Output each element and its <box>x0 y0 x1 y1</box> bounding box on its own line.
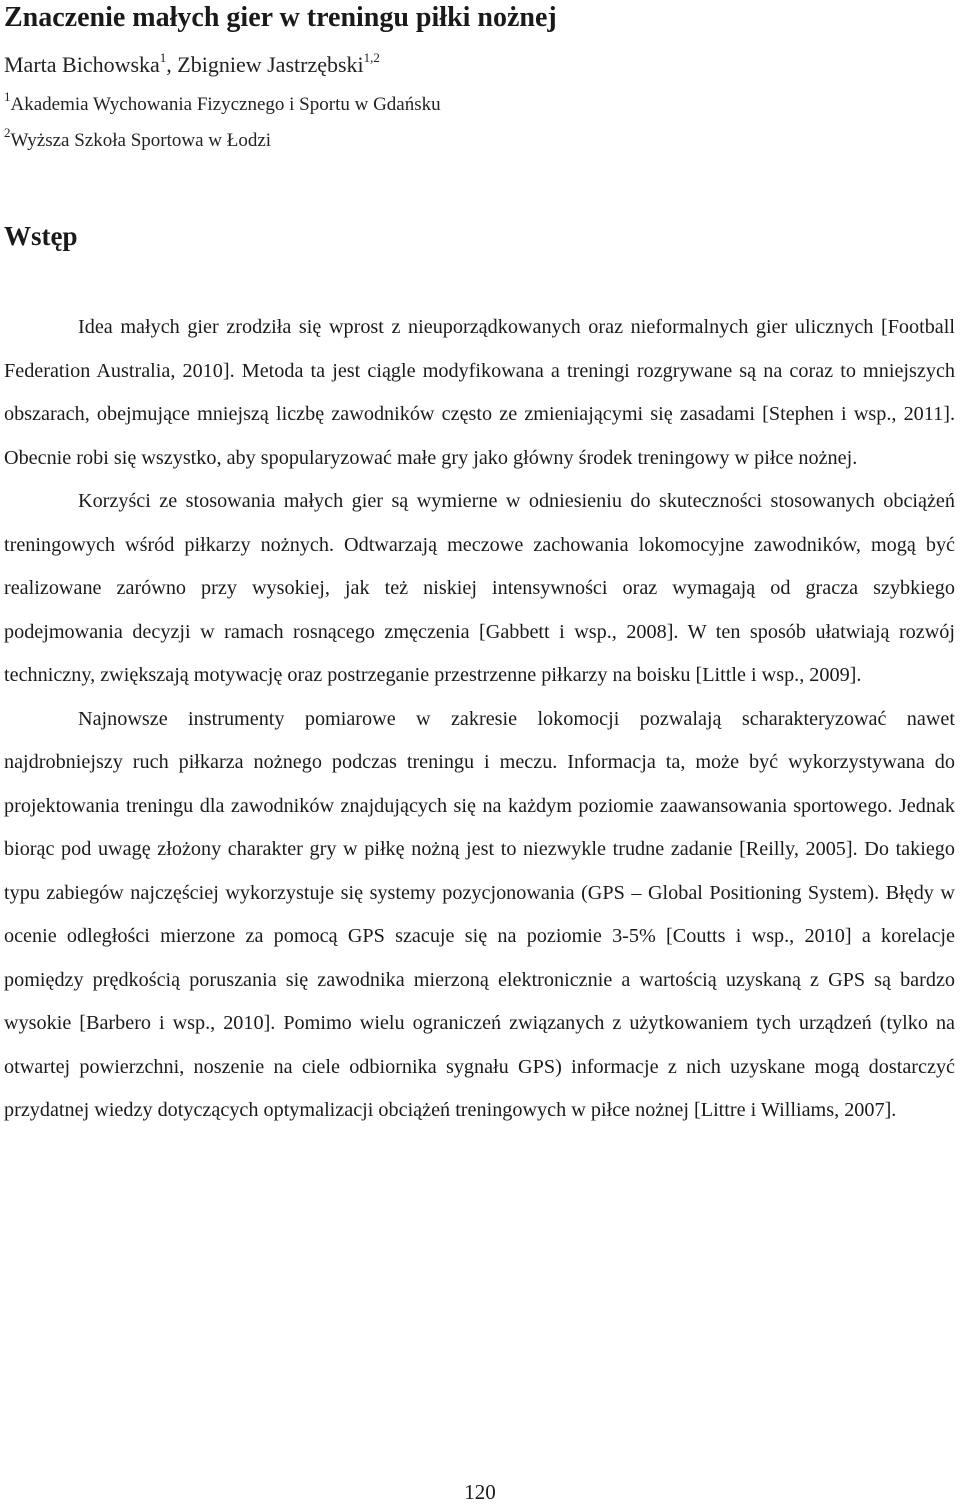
affiliation <box>4 88 441 118</box>
author-affiliation-marker: 1,2 <box>363 49 380 65</box>
paragraph: Najnowsze instrumenty pomiarowe w zakresie lokomocji pozwalają scharakteryzować nawet najdrobniejszy ruch piłkarza nożnego podczas treningu i meczu. Informacja ta, może być wykorzystywana do projektowania treningu dla zawodników znajdujących się na każdym poziomie zaawansowania sportowego. Jednak biorąc pod uwagę złożony charakter gry w piłkę nożną jest to niezwykle trudne zadanie [Reilly, 2005]. Do takiego typu zabiegów najczęściej wykorzystuje się systemy pozycjonowania (GPS – Global Positioning System). Błędy w ocenie odległości mierzone za pomocą GPS szacuje się na poziomie 3-5% [Coutts i wsp., 2010] a korelacje pomiędzy prędkością poruszania się zawodnika mierzoną elektronicznie a wartością uzyskaną z GPS są bardzo wysokie [Barbero i wsp., 2010]. Pomimo wielu ograniczeń związanych z użytkowaniem tych urządzeń (tylko na otwartej powierzchni, noszenie na ciele odbiornika sygnału GPS) informacje z nich uzyskane mogą dostarczyć przydatnej wiedzy dotyczących optymalizacji obciążeń treningowych w piłce nożnej [Littre i Williams, 2007]. <box>4 707 955 1121</box>
author-line <box>4 50 380 80</box>
author-name: Zbigniew Jastrzębski <box>177 52 364 77</box>
page-number: 120 <box>464 1480 496 1504</box>
paper-title: Znaczenie małych gier w treningu piłki nożnej <box>4 2 557 33</box>
section-heading: Wstęp <box>4 221 78 251</box>
affiliation-text: Akademia Wychowania Fizycznego i Sportu w Gdańsku <box>10 94 441 115</box>
affiliation-text: Wyższa Szkoła Sportowa w Łodzi <box>10 130 272 151</box>
author-affiliation-marker: 1 <box>159 49 167 65</box>
author-name: Marta Bichowska <box>4 52 160 77</box>
affiliation-marker: 2 <box>4 124 11 140</box>
paragraph: Idea małych gier zrodziła się wprost z nieuporządkowanych oraz nieformalnych gier ulicznych [Football Federation Australia, 2010]. Metoda ta jest ciągle modyfikowana a treningi rozgrywane są na coraz to mniejszych obszarach, obejmujące mniejszą liczbę zawodników często ze zmieniającymi się zasadami [Stephen i wsp., 2011]. Obecnie robi się wszystko, aby spopularyzować małe gry jako główny środek treningowy w piłce nożnej. <box>4 316 955 469</box>
affiliation-marker: 1 <box>4 88 11 104</box>
affiliation <box>4 124 272 154</box>
paragraph: Korzyści ze stosowania małych gier są wymierne w odniesieniu do skuteczności stosowanych obciążeń treningowych wśród piłkarzy nożnych. Odtwarzają meczowe zachowania lokomocyjne zawodników, mogą być realizowane zarówno przy wysokiej, jak też niskiej intensywności oraz wymagają od gracza szybkiego podejmowania decyzji w ramach rosnącego zmęczenia [Gabbett i wsp., 2008]. W ten sposób ułatwiają rozwój techniczny, zwiększają motywację oraz postrzeganie przestrzenne piłkarzy na boisku [Little i wsp., 2009]. <box>4 490 955 686</box>
author-separator: , <box>166 52 178 77</box>
body-text <box>4 306 955 1133</box>
